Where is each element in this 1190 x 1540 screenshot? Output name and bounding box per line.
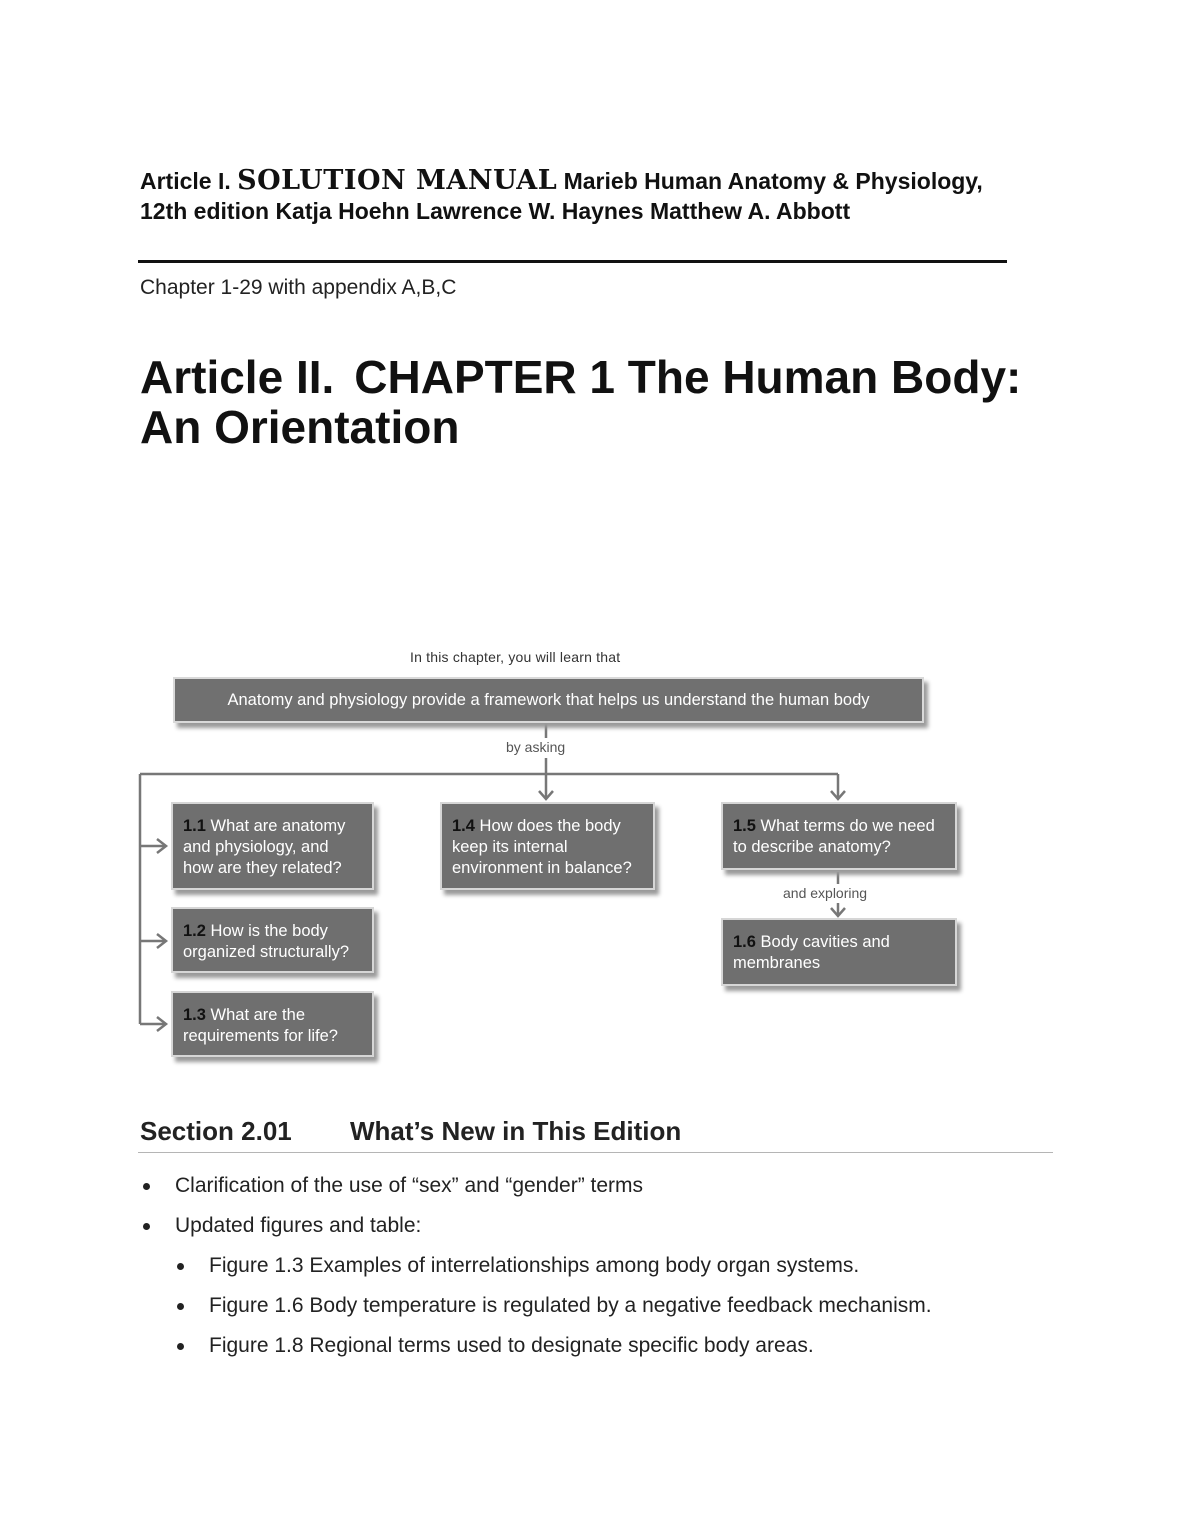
concept-box-text: What terms do we need to describe anatomy? [733, 817, 935, 856]
concept-map-main-statement: Anatomy and physiology provide a framework that helps us understand the human body [173, 677, 924, 723]
concept-box-1-3 [171, 991, 374, 1057]
concept-box-text: What are the requirements for life? [183, 1006, 338, 1045]
concept-box-1-5 [721, 802, 957, 870]
chapter-range: Chapter 1-29 with appendix A,B,C [140, 276, 457, 299]
connector-label-by-asking: by asking [506, 739, 566, 755]
concept-box-text: How does the body keep its internal environment in balance? [452, 817, 632, 877]
concept-box-number: 1.6 [733, 933, 756, 951]
concept-map-caption: In this chapter, you will learn that [410, 649, 621, 665]
concept-box-number: 1.2 [183, 922, 206, 940]
section-number: Section 2.01 [140, 1116, 292, 1146]
chapter-title: CHAPTER 1 The Human Body: An Orientation [140, 351, 1022, 453]
section-heading [140, 1116, 681, 1147]
list-item: Figure 1.8 Regional terms used to designate specific body areas. [174, 1334, 932, 1358]
section-rule [138, 1152, 1053, 1153]
list-item: Figure 1.3 Examples of interrelationships among body organ systems. [174, 1254, 932, 1278]
concept-box-number: 1.1 [183, 817, 206, 835]
concept-box-text: How is the body organized structurally? [183, 922, 349, 961]
whats-new-list [140, 1174, 643, 1254]
concept-box-number: 1.5 [733, 817, 756, 835]
concept-box-text: Body cavities and membranes [733, 933, 890, 972]
updated-figures-list [174, 1254, 932, 1374]
chapter-article-prefix: Article II. [140, 351, 335, 403]
concept-box-1-6 [721, 918, 957, 986]
article-prefix: Article I. [140, 168, 231, 194]
connector-label-and-exploring: and exploring [783, 885, 868, 901]
concept-box-1-1 [171, 802, 374, 890]
concept-box-number: 1.3 [183, 1006, 206, 1024]
concept-box-1-2 [171, 907, 374, 973]
concept-box-number: 1.4 [452, 817, 475, 835]
section-title: What’s New in This Edition [350, 1116, 682, 1146]
book-title: Marieb Human Anatomy & Physiology, 12th edition Katja Hoehn Lawrence W. Haynes Matthew A. Abbott [140, 168, 983, 224]
list-item: Updated figures and table: [140, 1214, 643, 1238]
list-item: Figure 1.6 Body temperature is regulated by a negative feedback mechanism. [174, 1294, 932, 1318]
concept-box-text: What are anatomy and physiology, and how are they related? [183, 817, 346, 877]
solution-manual-brand: SOLUTION MANUAL [237, 165, 558, 196]
concept-box-1-4 [440, 802, 655, 890]
list-item: Clarification of the use of “sex” and “gender” terms [140, 1174, 643, 1198]
